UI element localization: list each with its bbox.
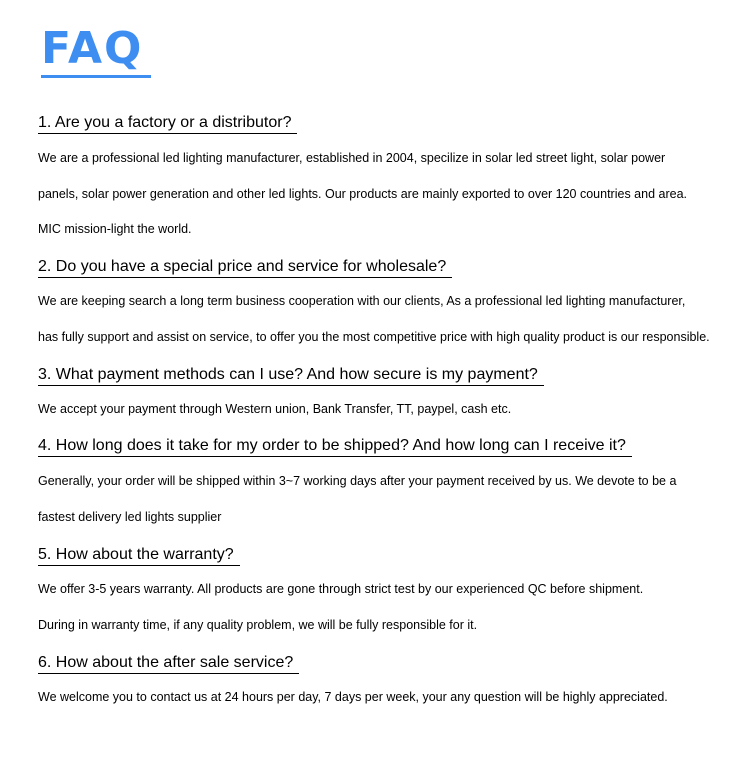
faq-answer-1-line-1: We are a professional led lighting manufacturer, established in 2004, specilize in solar led street light, solar power xyxy=(38,151,666,165)
faq-question-4: 4. How long does it take for my order to be shipped? And how long can I receive it? xyxy=(38,436,632,457)
faq-answer-5-line-2: During in warranty time, if any quality problem, we will be fully responsible for it. xyxy=(38,618,478,632)
faq-question-1: 1. Are you a factory or a distributor? xyxy=(38,113,297,134)
faq-answer-2-line-1: We are keeping search a long term business cooperation with our clients, As a professional led lighting manufacturer, xyxy=(38,294,686,308)
page-title: FAQ xyxy=(41,23,144,74)
faq-answer-1-line-2: panels, solar power generation and other led lights. Our products are mainly exported to over 120 countries and area. xyxy=(38,187,687,201)
faq-answer-2-line-2: has fully support and assist on service, to offer you the most competitive price with high quality product is our responsible. xyxy=(38,330,710,344)
faq-answer-4-line-1: Generally, your order will be shipped within 3~7 working days after your payment received by us. We devote to be a xyxy=(38,474,677,488)
faq-answer-5-line-1: We offer 3-5 years warranty. All products are gone through strict test by our experienced QC before shipment. xyxy=(38,582,644,596)
faq-answer-4-line-2: fastest delivery led lights supplier xyxy=(38,510,222,524)
faq-question-2: 2. Do you have a special price and service for wholesale? xyxy=(38,257,452,278)
faq-question-6: 6. How about the after sale service? xyxy=(38,653,299,674)
faq-answer-1-line-3: MIC mission-light the world. xyxy=(38,222,192,236)
faq-question-5: 5. How about the warranty? xyxy=(38,545,240,566)
faq-question-3: 3. What payment methods can I use? And how secure is my payment? xyxy=(38,365,544,386)
faq-answer-3-line-1: We accept your payment through Western union, Bank Transfer, TT, paypel, cash etc. xyxy=(38,402,512,416)
faq-answer-6-line-1: We welcome you to contact us at 24 hours per day, 7 days per week, your any question will be highly appreciated. xyxy=(38,690,668,704)
title-underline xyxy=(41,75,151,78)
